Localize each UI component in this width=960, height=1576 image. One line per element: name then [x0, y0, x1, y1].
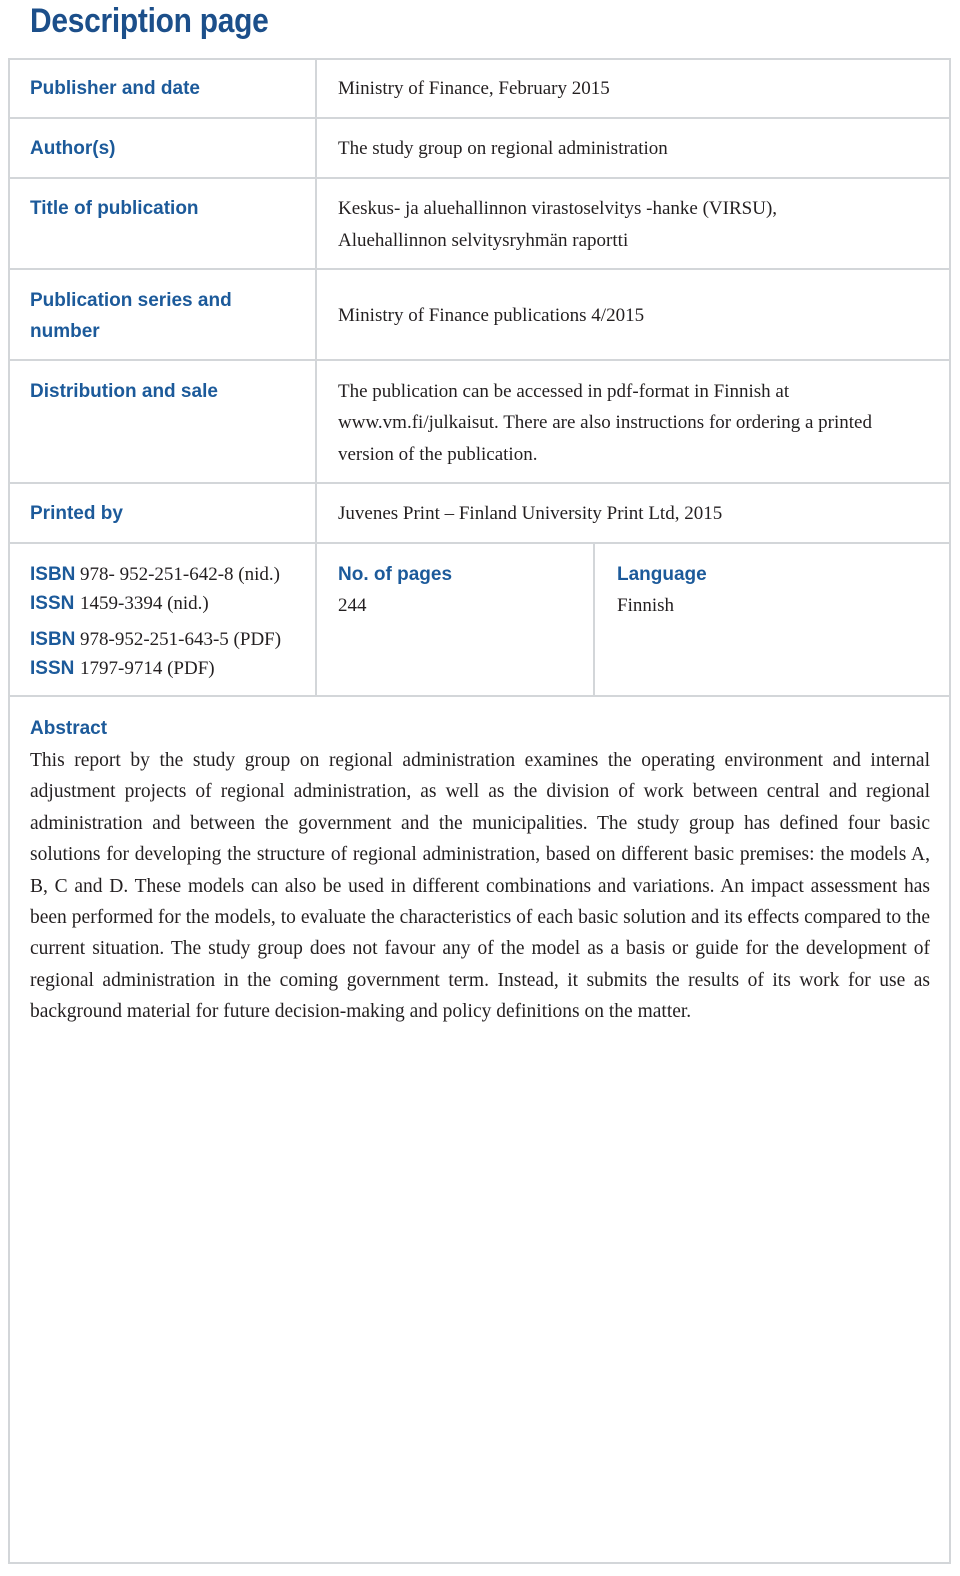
pages-label: No. of pages — [338, 564, 453, 585]
row-divider — [8, 359, 951, 361]
distribution-value-line2: www.vm.fi/julkaisut. There are also instructions for ordering a printed — [338, 412, 872, 433]
abstract-text: This report by the study group on regional administration examines the operating environment and internal adjustment projects of regional administration, as well as the division of work between central and regional administration and between the government and the municipalities. The study group has defined four basic solutions for developing the structure of regional administration, based on different basic premises: the models A, B, C and D. These models can also be used in different combinations and variations. An impact assessment has been performed for the models, to evaluate the characteristics of each basic solution and its effects compared to the current situation. The study group does not favour any of the model as a basis or guide for the development of regional administration in the coming government term. Instead, it submits the results of its work for use as background material for future decision-making and policy definitions on the matter. — [30, 750, 930, 1023]
issn-value: 1797-9714 (PDF) — [80, 658, 215, 679]
issn-key: ISSN — [30, 593, 75, 614]
distribution-label: Distribution and sale — [30, 381, 218, 402]
row-divider — [8, 542, 951, 544]
series-label-line2: number — [30, 321, 100, 342]
isbn-value: 978- 952-251-642-8 (nid.) — [80, 564, 280, 585]
issn-pdf — [30, 654, 215, 683]
authors-label: Author(s) — [30, 138, 116, 159]
publisher-label: Publisher and date — [30, 78, 200, 99]
title-label: Title of publication — [30, 198, 199, 219]
issn-value: 1459-3394 (nid.) — [80, 593, 209, 614]
isbn-key: ISBN — [30, 629, 76, 650]
row-divider — [8, 482, 951, 484]
isbn-print — [30, 560, 280, 589]
row-divider — [8, 695, 951, 697]
issn-print — [30, 589, 209, 618]
page-title: Description page — [30, 2, 269, 40]
isbn-key: ISBN — [30, 564, 76, 585]
abstract-label: Abstract — [30, 718, 108, 739]
title-value-line1: Keskus- ja aluehallinnon virastoselvitys -hanke (VIRSU), — [338, 198, 778, 219]
column-divider — [593, 543, 595, 697]
row-divider — [8, 117, 951, 119]
pages-value: 244 — [338, 595, 367, 616]
publisher-value: Ministry of Finance, February 2015 — [338, 78, 610, 99]
printed-by-value: Juvenes Print – Finland University Print Ltd, 2015 — [338, 503, 723, 524]
row-divider — [8, 268, 951, 270]
series-value: Ministry of Finance publications 4/2015 — [338, 305, 645, 326]
row-divider — [8, 177, 951, 179]
series-label-line1: Publication series and — [30, 290, 232, 311]
isbn-pdf — [30, 625, 281, 654]
isbn-value: 978-952-251-643-5 (PDF) — [80, 629, 282, 650]
authors-value: The study group on regional administration — [338, 138, 668, 159]
distribution-value-line1: The publication can be accessed in pdf-format in Finnish at — [338, 381, 790, 402]
language-value: Finnish — [617, 595, 675, 616]
language-label: Language — [617, 564, 707, 585]
issn-key: ISSN — [30, 658, 75, 679]
column-divider — [315, 58, 317, 697]
distribution-value-line3: version of the publication. — [338, 444, 538, 465]
title-value-line2: Aluehallinnon selvitysryhmän raportti — [338, 230, 629, 251]
printed-by-label: Printed by — [30, 503, 123, 524]
